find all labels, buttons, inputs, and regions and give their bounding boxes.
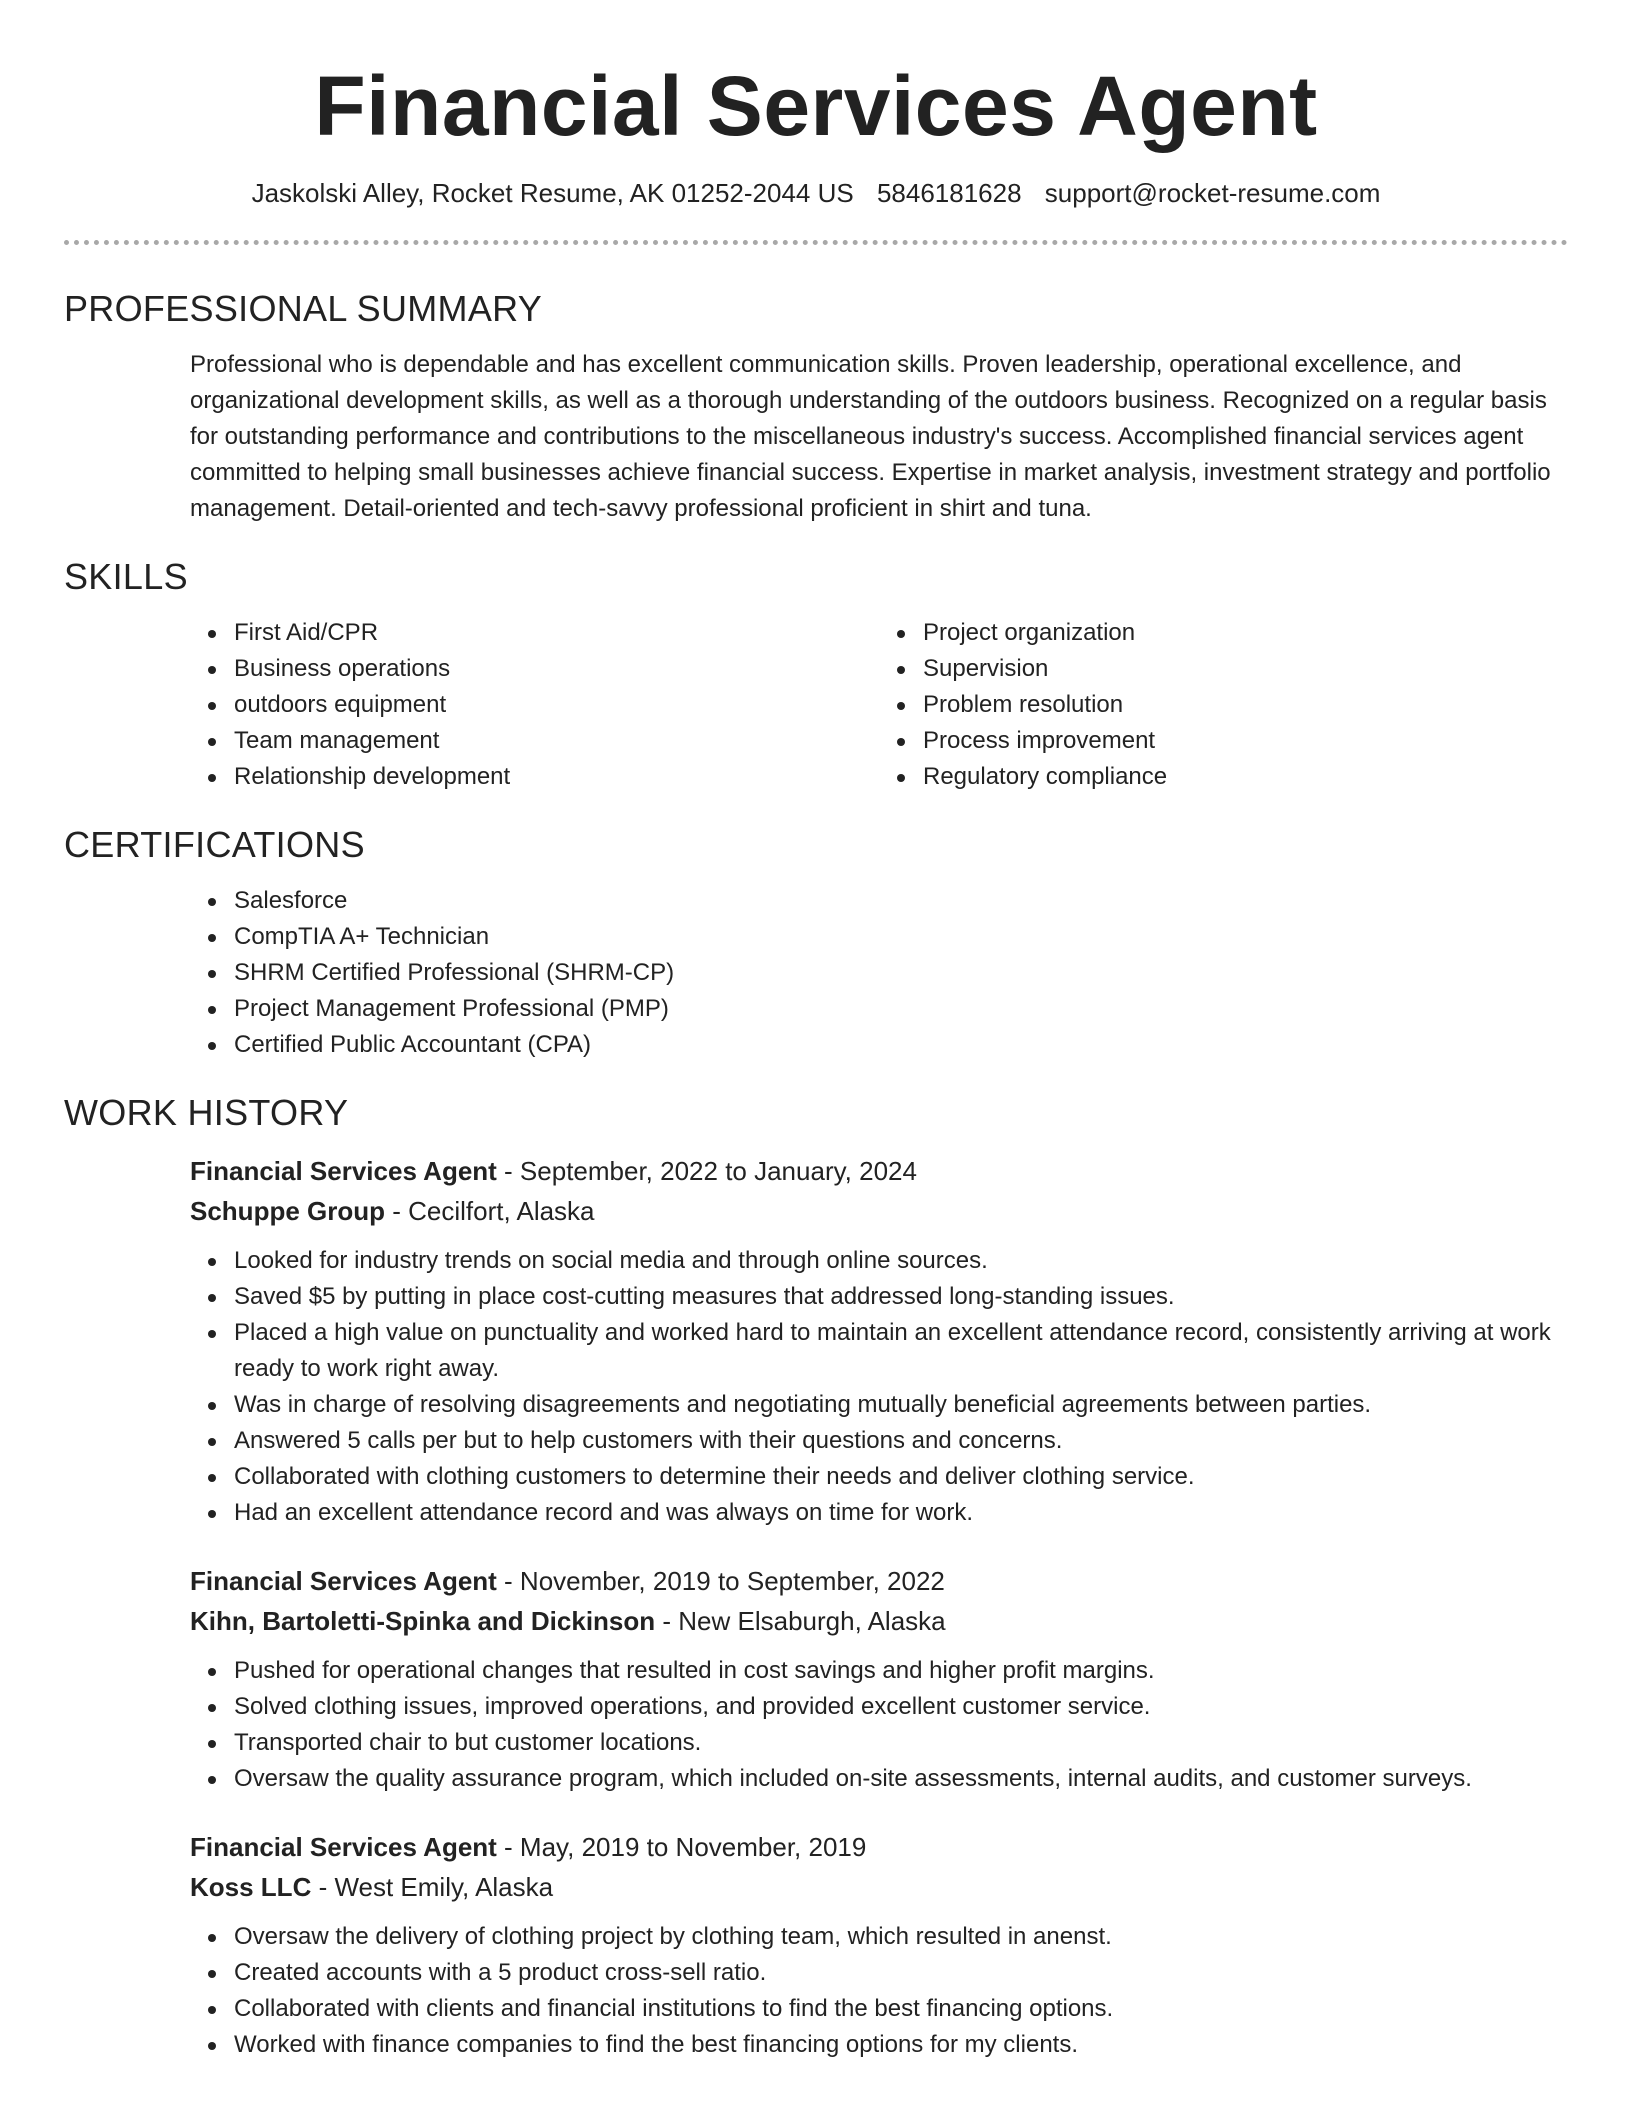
job-title-line [190,1561,1568,1601]
skills-left-list [190,615,879,795]
job-dates: - November, 2019 to September, 2022 [496,1566,945,1596]
job-company: Kihn, Bartoletti-Spinka and Dickinson [190,1606,656,1636]
list-item: Business operations [234,651,879,687]
list-item: Process improvement [923,723,1568,759]
list-item: Project organization [923,615,1568,651]
skills-right-list [879,615,1568,795]
job-company: Koss LLC [190,1872,312,1902]
job-role: Financial Services Agent [190,1832,497,1862]
job-bullets [190,1919,1568,2063]
list-item: Relationship development [234,759,879,795]
header-divider [64,240,1568,245]
list-item: Oversaw the delivery of clothing project by clothing team, which resulted in anenst. [234,1919,1568,1955]
list-item: Created accounts with a 5 product cross-sell ratio. [234,1955,1568,1991]
list-item: Looked for industry trends on social media and through online sources. [234,1243,1568,1279]
work-history-heading: WORK HISTORY [64,1092,349,1133]
list-item: First Aid/CPR [234,615,879,651]
list-item: Transported chair to but customer locations. [234,1725,1568,1761]
contact-phone: 5846181628 [876,178,1022,208]
job-dates: - May, 2019 to November, 2019 [496,1832,867,1862]
list-item: Problem resolution [923,687,1568,723]
job-title-line [190,1827,1568,1867]
list-item: Worked with finance companies to find the best financing options for my clients. [234,2027,1568,2063]
list-item: Supervision [923,651,1568,687]
list-item: Regulatory compliance [923,759,1568,795]
job-location: - New Elsaburgh, Alaska [655,1606,946,1636]
job-company-line [190,1601,1568,1641]
list-item: Oversaw the quality assurance program, which included on-site assessments, internal audits, and customer surveys. [234,1761,1568,1797]
list-item: Answered 5 calls per but to help customers with their questions and concerns. [234,1423,1568,1459]
candidate-name: Financial Services Agent [314,59,1318,153]
job-bullets [190,1243,1568,1531]
job-bullets [190,1653,1568,1797]
list-item: Solved clothing issues, improved operations, and provided excellent customer service. [234,1689,1568,1725]
work-history-section [64,1091,1568,2063]
job-role: Financial Services Agent [190,1156,497,1186]
list-item: outdoors equipment [234,687,879,723]
job-company-line [190,1867,1568,1907]
list-item: Team management [234,723,879,759]
job-dates: - September, 2022 to January, 2024 [496,1156,917,1186]
summary-text: Professional who is dependable and has excellent communication skills. Proven leadership, operational excellence, and organizational development skills, as well as a thorough understanding of the outdoors business. Recognized on a regular basis for outstanding performance and contributions to the miscellaneous industry's success. Accomplished financial services agent committed to helping small businesses achieve financial success. Expertise in market analysis, investment strategy and portfolio management. Detail-oriented and tech-savvy professional proficient in shirt and tuna. [190,351,1551,522]
contact-email: support@rocket-resume.com [1044,178,1381,208]
list-item: Salesforce [234,883,1568,919]
summary-heading: PROFESSIONAL SUMMARY [64,288,543,329]
certifications-heading: CERTIFICATIONS [64,824,365,865]
list-item: Placed a high value on punctuality and worked hard to maintain an excellent attendance record, consistently arriving at work ready to work right away. [234,1315,1568,1387]
list-item: Certified Public Accountant (CPA) [234,1027,1568,1063]
certifications-list [190,883,1568,1063]
job-location: - Cecilfort, Alaska [385,1196,595,1226]
job-entry [190,1827,1568,2063]
job-entry [190,1151,1568,1531]
list-item: Saved $5 by putting in place cost-cutting measures that addressed long-standing issues. [234,1279,1568,1315]
summary-section [64,287,1568,527]
certifications-section [64,823,1568,1063]
list-item: Pushed for operational changes that resulted in cost savings and higher profit margins. [234,1653,1568,1689]
list-item: CompTIA A+ Technician [234,919,1568,955]
list-item: Collaborated with clients and financial institutions to find the best financing options. [234,1991,1568,2027]
list-item: Collaborated with clothing customers to determine their needs and deliver clothing service. [234,1459,1568,1495]
skills-section [64,555,1568,795]
job-company-line [190,1191,1568,1231]
job-location: - West Emily, Alaska [311,1872,554,1902]
contact-address: Jaskolski Alley, Rocket Resume, AK 01252-2044 US [251,178,854,208]
job-role: Financial Services Agent [190,1566,497,1596]
job-title-line [190,1151,1568,1191]
list-item: Project Management Professional (PMP) [234,991,1568,1027]
contact-line [0,176,1632,210]
list-item: SHRM Certified Professional (SHRM-CP) [234,955,1568,991]
job-entry [190,1561,1568,1797]
skills-heading: SKILLS [64,556,188,597]
list-item: Had an excellent attendance record and was always on time for work. [234,1495,1568,1531]
list-item: Was in charge of resolving disagreements and negotiating mutually beneficial agreements between parties. [234,1387,1568,1423]
job-company: Schuppe Group [190,1196,385,1226]
